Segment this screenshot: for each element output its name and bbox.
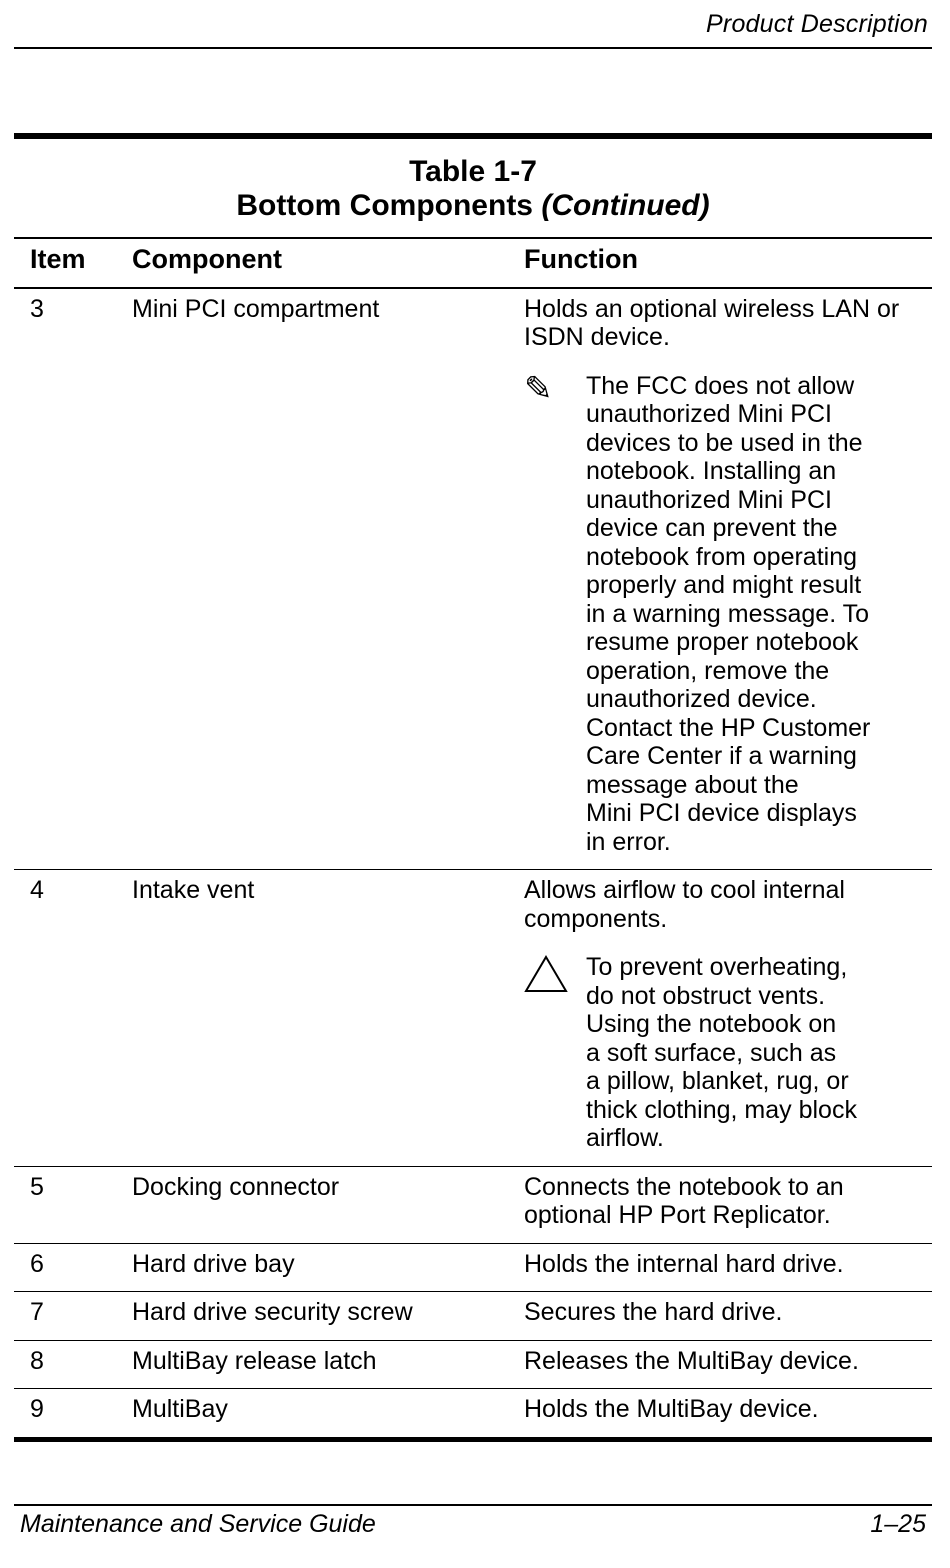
- caution-triangle-icon: [524, 953, 586, 1153]
- table-row: [14, 1389, 932, 1437]
- footer-page-number: 1–25: [870, 1510, 926, 1538]
- component-name: Hard drive security screw: [132, 1298, 413, 1326]
- caution-text: [586, 953, 876, 1153]
- note-line: Mini PCI device displays: [586, 799, 857, 827]
- function-text: Secures the hard drive.: [524, 1298, 783, 1326]
- table-row: [14, 870, 932, 1166]
- footer-rule: [14, 1504, 932, 1506]
- caution-block: [524, 953, 922, 1153]
- note-line: unauthorized Mini PCI: [586, 400, 832, 428]
- table-row: [14, 1167, 932, 1243]
- note-block: [524, 369, 922, 857]
- header-rule: [14, 47, 932, 49]
- note-text: [586, 372, 876, 857]
- note-line: operation, remove the: [586, 656, 830, 685]
- note-line: in a warning message. To: [586, 599, 870, 628]
- component-name: Mini PCI compartment: [132, 294, 380, 323]
- function-text: Connects the notebook to an optional HP Port Replicator.: [524, 1172, 844, 1229]
- component-name: Hard drive bay: [132, 1249, 295, 1278]
- function-cell: [524, 876, 932, 1153]
- caution-line: thick clothing, may block: [586, 1095, 857, 1124]
- table-title: [14, 189, 932, 223]
- note-line: Care Center if a warning: [586, 742, 857, 770]
- item-number: 7: [30, 1298, 44, 1326]
- note-line: properly and might result: [586, 571, 862, 599]
- component-name: Docking connector: [132, 1172, 340, 1201]
- component-name: MultiBay: [132, 1395, 228, 1423]
- item-number: 5: [30, 1172, 44, 1201]
- item-number: 6: [30, 1249, 44, 1278]
- table-header-row: [14, 239, 932, 287]
- function-text: Holds an optional wireless LAN or ISDN device.: [524, 294, 900, 351]
- component-name: Intake vent: [132, 876, 255, 904]
- note-line: message about the: [586, 770, 799, 799]
- component-name: MultiBay release latch: [132, 1346, 377, 1375]
- item-number: 8: [30, 1346, 44, 1375]
- note-line: devices to be used in the: [586, 428, 863, 457]
- function-text: Holds the MultiBay device.: [524, 1395, 819, 1423]
- note-line: unauthorized Mini PCI: [586, 485, 832, 514]
- table-bottom-rule: [14, 1437, 932, 1442]
- column-header-component: Component: [132, 244, 282, 274]
- column-header-function: Function: [524, 244, 638, 274]
- note-line: device can prevent the: [586, 514, 838, 542]
- note-line: unauthorized device.: [586, 685, 817, 713]
- table-row: [14, 1341, 932, 1389]
- caution-line: airflow.: [586, 1124, 664, 1152]
- table-title-continued: (Continued): [541, 189, 710, 222]
- footer-guide-title: Maintenance and Service Guide: [20, 1510, 376, 1538]
- table-row: [14, 1292, 932, 1340]
- caution-line: do not obstruct vents.: [586, 981, 826, 1010]
- table-number: Table 1-7: [409, 155, 537, 188]
- pencil-note-icon: ✎: [524, 369, 553, 408]
- table-row: [14, 289, 932, 870]
- table-row: [14, 1244, 932, 1292]
- note-line: notebook from operating: [586, 542, 858, 571]
- function-text: Releases the MultiBay device.: [524, 1346, 859, 1375]
- item-number: 3: [30, 294, 44, 323]
- item-number: 4: [30, 876, 44, 904]
- note-line: in error.: [586, 827, 671, 856]
- note-line: notebook. Installing an: [586, 457, 837, 485]
- note-line: resume proper notebook: [586, 628, 859, 656]
- caution-line: a soft surface, such as: [586, 1038, 837, 1067]
- table-title-main: Bottom Components: [236, 189, 533, 222]
- note-line: The FCC does not allow: [586, 371, 855, 400]
- caution-line: a pillow, blanket, rug, or: [586, 1067, 849, 1095]
- note-line: Contact the HP Customer: [586, 713, 871, 742]
- function-text: Holds the internal hard drive.: [524, 1249, 844, 1278]
- running-header: Product Description: [706, 10, 928, 38]
- components-table: [14, 133, 932, 1442]
- caution-line: Using the notebook on: [586, 1010, 837, 1038]
- function-cell: [524, 295, 932, 857]
- caution-line: To prevent overheating,: [586, 953, 848, 981]
- item-number: 9: [30, 1395, 44, 1423]
- table-caption: [14, 139, 932, 237]
- function-text: Allows airflow to cool internal components.: [524, 876, 845, 933]
- column-header-item: Item: [30, 244, 86, 274]
